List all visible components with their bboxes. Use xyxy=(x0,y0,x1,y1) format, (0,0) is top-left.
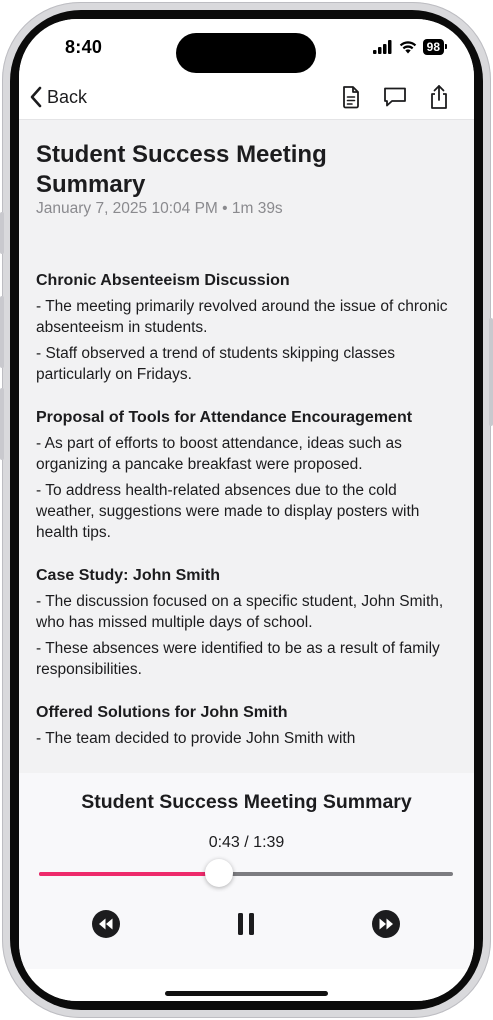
section-bullet: - The team decided to provide John Smith with xyxy=(36,730,356,747)
navigation-bar xyxy=(19,75,474,120)
summary-section xyxy=(36,407,456,543)
battery-indicator: 98 xyxy=(423,39,444,55)
section-bullet: - Staff observed a trend of students skipping classes particularly on Fridays. xyxy=(36,345,395,383)
section-bullet: - These absences were identified to be as a result of family responsibilities. xyxy=(36,640,440,678)
share-icon xyxy=(428,84,450,110)
action-button xyxy=(0,212,4,254)
playback-controls xyxy=(19,907,474,941)
summary-content[interactable] xyxy=(19,120,474,774)
pause-button[interactable] xyxy=(229,907,263,941)
player-title: Student Success Meeting Summary xyxy=(81,791,412,813)
scrubber-knob[interactable] xyxy=(205,859,233,887)
dynamic-island xyxy=(176,33,316,73)
screen xyxy=(19,19,474,1001)
section-heading: Offered Solutions for John Smith xyxy=(36,704,288,721)
rewind-button[interactable] xyxy=(89,907,123,941)
chevron-left-icon xyxy=(29,86,43,108)
home-area xyxy=(19,969,474,1001)
fast-forward-button[interactable] xyxy=(369,907,403,941)
fast-forward-icon xyxy=(371,909,401,939)
home-indicator[interactable] xyxy=(165,991,328,996)
comment-button[interactable] xyxy=(382,83,408,111)
share-button[interactable] xyxy=(426,83,452,111)
section-heading: Chronic Absenteeism Discussion xyxy=(36,272,290,289)
section-bullet: - The meeting primarily revolved around the issue of chronic absenteeism in students. xyxy=(36,298,448,336)
transcript-button[interactable] xyxy=(338,83,364,111)
status-icons xyxy=(373,38,444,56)
nav-actions xyxy=(338,83,452,111)
summary-sections xyxy=(36,270,456,771)
section-heading: Proposal of Tools for Attendance Encouragement xyxy=(36,409,413,426)
power-button xyxy=(489,318,493,426)
back-label: Back xyxy=(47,86,88,107)
rewind-icon xyxy=(91,909,121,939)
document-icon xyxy=(341,85,361,109)
playback-scrubber[interactable] xyxy=(39,871,453,877)
wifi-icon xyxy=(399,40,417,54)
scrubber-progress xyxy=(39,872,219,876)
summary-section xyxy=(36,270,456,385)
summary-section xyxy=(36,565,456,680)
status-time: 8:40 xyxy=(65,37,103,57)
section-bullet: - As part of efforts to boost attendance, ideas such as organizing a pancake breakfast were proposed. xyxy=(36,435,402,473)
player-time: 0:43 / 1:39 xyxy=(208,834,285,851)
pause-icon xyxy=(236,911,256,937)
volume-down-button xyxy=(0,388,4,460)
page-title: Student Success Meeting Summary xyxy=(36,141,327,198)
volume-up-button xyxy=(0,296,4,368)
section-bullet: - The discussion focused on a specific student, John Smith, who has missed multiple days of school. xyxy=(36,593,444,631)
section-bullet: - To address health-related absences due to the cold weather, suggestions were made to display posters with health tips. xyxy=(36,482,420,541)
summary-section xyxy=(36,702,456,749)
recording-meta: January 7, 2025 10:04 PM • 1m 39s xyxy=(36,200,283,217)
cellular-signal-icon xyxy=(373,40,393,54)
section-heading: Case Study: John Smith xyxy=(36,567,221,584)
status-bar xyxy=(19,19,474,75)
audio-player xyxy=(19,773,474,969)
back-button[interactable] xyxy=(29,83,87,111)
comment-icon xyxy=(382,85,408,109)
